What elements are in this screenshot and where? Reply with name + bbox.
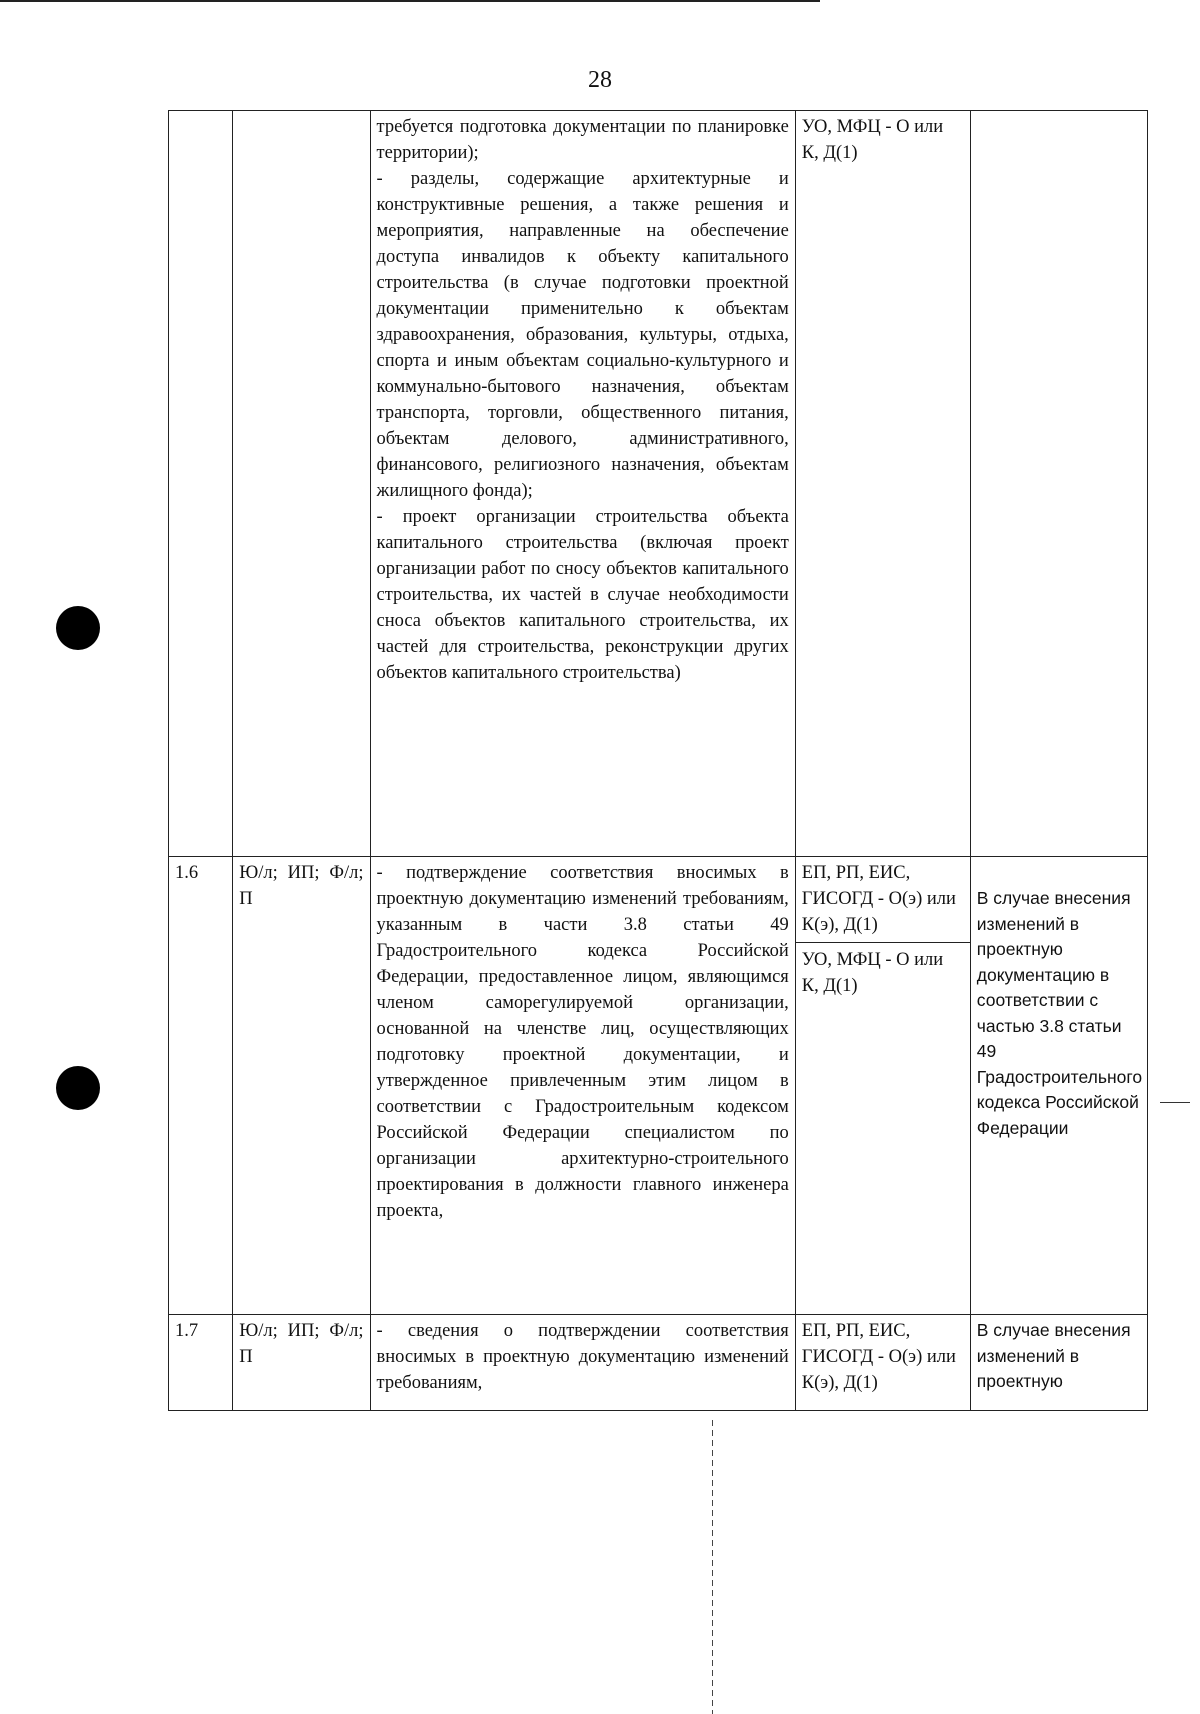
- applicant-type: Ю/л; ИП; Ф/л; П: [233, 1315, 370, 1411]
- document-description: [370, 111, 795, 857]
- note-spacer: [977, 860, 1141, 886]
- punch-hole-upper: [56, 606, 100, 650]
- document-text: требуется подготовка документации по планировке территории); - разделы, содержащие архитектурные и конструктивные решения, а также решения и мероприятия, направленные на обеспечение доступа инвалидов к объекту капитального строительства (в случае подготовки проектной документации применительно к объектам здравоохранения, образования, культуры, отдыха, спорта и иным объектам социально-культурного и коммунально-бытового назначения, объектам транспорта, торговли, общественного питания, объектам делового, административного, финансового, религиозного назначения, объектам жилищного фонда); - проект организации строительства объекта капитального строительства (включая проект организации работ по сносу объектов капитального строительства, их частей в случае необходимости сноса объектов капитального строительства, их частей для строительства, реконструкции других объектов капитального строительства): [376, 117, 789, 683]
- document-text: - подтверждение соответствия вносимых в проектную документацию изменений требованиям, указанным в части 3.8 статьи 49 Градостроительного кодекса Российской Федерации, предоставленное лицом, являющимся членом саморегулируемой организации, основанной на членстве лиц, осуществляющих подготовку проектной документации, и утвержденное привлеченным этим лицом в соответствии с Градостроительным кодексом Российской Федерации специалистом по организации архитектурно-строительного проектирования в должности главного инженера проекта,: [376, 863, 789, 1221]
- table-row: [169, 111, 1148, 857]
- submission-method-primary: ЕП, РП, ЕИС, ГИСОГД - О(э) или К(э), Д(1): [801, 863, 956, 935]
- document-text: - сведения о подтверждении соответствия вносимых в проектную документацию изменений требованиям,: [376, 1321, 789, 1393]
- row-number: 1.6: [169, 857, 233, 1315]
- table-row: [169, 857, 1148, 1315]
- submission-method-primary: УО, МФЦ - О или К, Д(1): [801, 117, 944, 163]
- condition-note-text: В случае внесения изменений в проектную: [976, 1320, 1131, 1391]
- document-description: [370, 1315, 795, 1411]
- top-scan-edge: [0, 0, 820, 2]
- condition-note: [970, 1315, 1147, 1411]
- document-description: [370, 857, 795, 1315]
- submission-method: [795, 857, 970, 1315]
- fold-line: [712, 1420, 713, 1714]
- submission-method-secondary: УО, МФЦ - О или К, Д(1): [801, 950, 944, 996]
- applicant-type: [233, 111, 370, 857]
- cell-divider: [796, 942, 970, 943]
- punch-hole-lower: [56, 1066, 100, 1110]
- row-number: 1.7: [169, 1315, 233, 1411]
- condition-note: [970, 111, 1147, 857]
- applicant-type: Ю/л; ИП; Ф/л; П: [233, 857, 370, 1315]
- page-number: 28: [588, 67, 612, 93]
- condition-note: [970, 857, 1147, 1315]
- submission-method-primary: ЕП, РП, ЕИС, ГИСОГД - О(э) или К(э), Д(1): [801, 1321, 956, 1393]
- scan-mark-right: [1160, 1102, 1190, 1103]
- requirements-table: [168, 110, 1148, 1411]
- row-number: [169, 111, 233, 857]
- condition-note-text: В случае внесения изменений в проектную документацию в соответствии с частью 3.8 статьи 49 Градостроительного кодекса Российской Федерации: [976, 888, 1143, 1138]
- submission-method: [795, 1315, 970, 1411]
- submission-method: [795, 111, 970, 857]
- table-row: [169, 1315, 1148, 1411]
